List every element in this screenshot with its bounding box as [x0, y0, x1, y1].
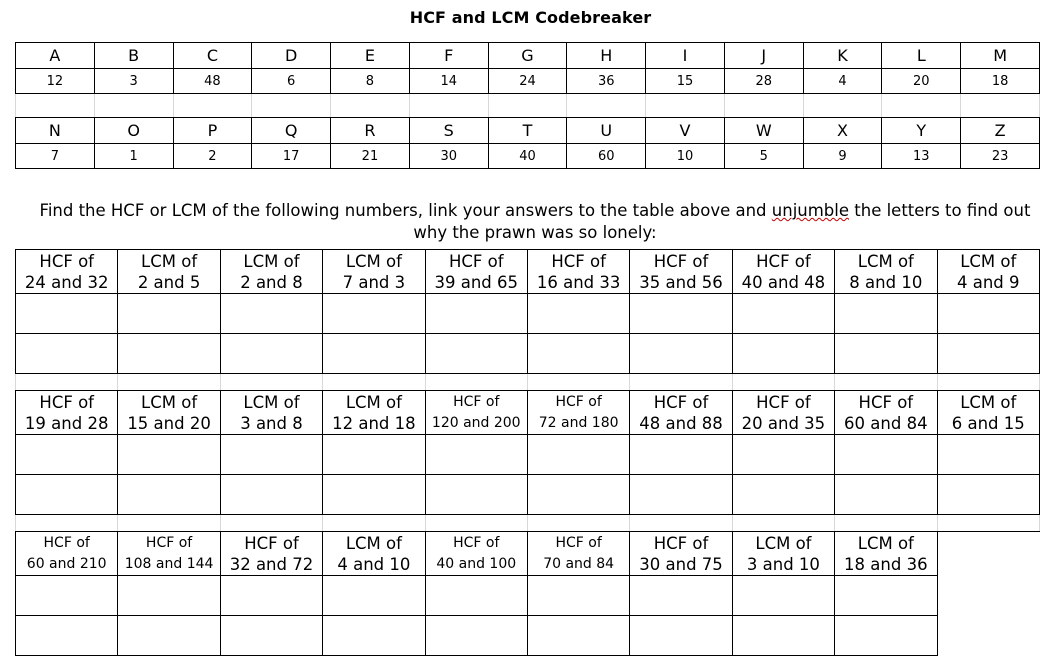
- answer-row: [16, 294, 1040, 334]
- key-value: 60: [567, 144, 646, 169]
- question-cell: HCF of 40 and 48: [732, 250, 834, 294]
- letter-cell[interactable]: [220, 334, 322, 374]
- key-letter: E: [331, 43, 410, 69]
- question-cell: HCF of 32 and 72: [220, 532, 322, 576]
- letter-cell[interactable]: [835, 616, 937, 656]
- key-letter: Z: [961, 118, 1040, 144]
- letter-row: [16, 616, 1040, 656]
- answer-cell[interactable]: [732, 576, 834, 616]
- key-value: 18: [961, 69, 1040, 94]
- page-title: HCF and LCM Codebreaker: [409, 8, 652, 27]
- question-cell: HCF of 35 and 56: [630, 250, 732, 294]
- key-letter: I: [646, 43, 725, 69]
- key-value: 12: [16, 69, 95, 94]
- question-cell: LCM of 3 and 8: [220, 391, 322, 435]
- question-cell: HCF of 19 and 28: [16, 391, 118, 435]
- key-value: 5: [724, 144, 803, 169]
- key-value: 13: [882, 144, 961, 169]
- key-value: 36: [567, 69, 646, 94]
- key-value: 24: [488, 69, 567, 94]
- letter-cell[interactable]: [425, 475, 527, 515]
- instructions-question: why the prawn was so lonely:: [413, 223, 657, 242]
- question-cell: HCF of 120 and 200: [425, 391, 527, 435]
- question-cell: LCM of 15 and 20: [118, 391, 220, 435]
- spacer-row: [16, 374, 1040, 391]
- answer-cell[interactable]: [425, 435, 527, 475]
- key-value: 6: [252, 69, 331, 94]
- question-cell: HCF of 20 and 35: [732, 391, 834, 435]
- question-cell: LCM of 18 and 36: [835, 532, 937, 576]
- answer-cell[interactable]: [630, 576, 732, 616]
- letter-cell[interactable]: [527, 616, 629, 656]
- key-letters-row: [16, 118, 1040, 144]
- letter-cell[interactable]: [630, 616, 732, 656]
- key-value: 40: [488, 144, 567, 169]
- key-letter: F: [409, 43, 488, 69]
- letter-cell[interactable]: [323, 616, 425, 656]
- key-letter: U: [567, 118, 646, 144]
- key-letter: G: [488, 43, 567, 69]
- key-value: 48: [173, 69, 252, 94]
- key-letter: S: [409, 118, 488, 144]
- question-cell: LCM of 8 and 10: [835, 250, 937, 294]
- answer-cell[interactable]: [527, 576, 629, 616]
- question-cell: HCF of 60 and 84: [835, 391, 937, 435]
- answer-cell[interactable]: [732, 435, 834, 475]
- letter-cell[interactable]: [732, 475, 834, 515]
- answer-cell[interactable]: [630, 435, 732, 475]
- key-value: 28: [724, 69, 803, 94]
- question-row: [16, 391, 1040, 435]
- key-value: 10: [646, 144, 725, 169]
- answer-cell[interactable]: [323, 576, 425, 616]
- question-cell: LCM of 2 and 8: [220, 250, 322, 294]
- key-letter: M: [961, 43, 1040, 69]
- key-value: 20: [882, 69, 961, 94]
- question-cell: LCM of 4 and 10: [323, 532, 425, 576]
- answer-cell[interactable]: [220, 576, 322, 616]
- answer-cell[interactable]: [118, 294, 220, 334]
- letter-cell[interactable]: [118, 334, 220, 374]
- letter-cell[interactable]: [425, 334, 527, 374]
- key-spacer-row: [16, 94, 1040, 118]
- letter-cell[interactable]: [835, 334, 937, 374]
- answer-cell[interactable]: [425, 294, 527, 334]
- letter-cell[interactable]: [630, 475, 732, 515]
- answer-cell[interactable]: [323, 294, 425, 334]
- question-cell: LCM of 7 and 3: [323, 250, 425, 294]
- question-cell: HCF of 40 and 100: [425, 532, 527, 576]
- key-letter: W: [724, 118, 803, 144]
- letter-cell[interactable]: [220, 475, 322, 515]
- key-letter: K: [803, 43, 882, 69]
- answer-row: [16, 435, 1040, 475]
- answer-row: [16, 576, 1040, 616]
- answer-cell[interactable]: [527, 294, 629, 334]
- letter-cell[interactable]: [220, 616, 322, 656]
- answer-cell[interactable]: [16, 294, 118, 334]
- answer-cell[interactable]: [835, 576, 937, 616]
- key-value: 8: [331, 69, 410, 94]
- letter-cell[interactable]: [323, 475, 425, 515]
- key-value: 15: [646, 69, 725, 94]
- key-letter: T: [488, 118, 567, 144]
- key-letter: X: [803, 118, 882, 144]
- question-cell: HCF of 48 and 88: [630, 391, 732, 435]
- answer-cell[interactable]: [732, 294, 834, 334]
- key-values-row: [16, 144, 1040, 169]
- answer-cell[interactable]: [220, 294, 322, 334]
- key-letter: B: [94, 43, 173, 69]
- letter-row: [16, 334, 1040, 374]
- letter-cell[interactable]: [323, 334, 425, 374]
- key-letter: J: [724, 43, 803, 69]
- instructions-text: the letters to find out: [849, 201, 1031, 220]
- instructions: [20, 200, 1050, 244]
- key-letter: L: [882, 43, 961, 69]
- question-row: [16, 532, 1040, 576]
- key-value: 7: [16, 144, 95, 169]
- misspelled-word[interactable]: unjumble: [771, 201, 850, 220]
- question-cell: LCM of 3 and 10: [732, 532, 834, 576]
- question-cell: HCF of 72 and 180: [527, 391, 629, 435]
- key-value: 1: [94, 144, 173, 169]
- key-letter: Y: [882, 118, 961, 144]
- key-letter: N: [16, 118, 95, 144]
- instructions-text: Find the HCF or LCM of the following numbers, link your answers to the table above and: [39, 201, 772, 220]
- key-letters-row: [16, 43, 1040, 69]
- letter-cell[interactable]: [118, 475, 220, 515]
- key-letter: P: [173, 118, 252, 144]
- question-cell: HCF of 24 and 32: [16, 250, 118, 294]
- key-value: 23: [961, 144, 1040, 169]
- letter-cell[interactable]: [630, 334, 732, 374]
- question-cell: HCF of 16 and 33: [527, 250, 629, 294]
- letter-cell[interactable]: [835, 475, 937, 515]
- letter-cell[interactable]: [732, 616, 834, 656]
- letter-key-table-1: [15, 42, 1040, 169]
- letter-cell[interactable]: [937, 475, 1039, 515]
- key-letter: V: [646, 118, 725, 144]
- answer-cell[interactable]: [835, 435, 937, 475]
- letter-cell[interactable]: [16, 334, 118, 374]
- answer-cell[interactable]: [16, 435, 118, 475]
- letter-row: [16, 475, 1040, 515]
- empty-cell: [937, 576, 1039, 616]
- answer-cell[interactable]: [118, 435, 220, 475]
- key-letter: C: [173, 43, 252, 69]
- key-letter: R: [331, 118, 410, 144]
- spacer-row: [16, 515, 1040, 532]
- question-cell: HCF of 30 and 75: [630, 532, 732, 576]
- key-value: 4: [803, 69, 882, 94]
- key-letter: O: [94, 118, 173, 144]
- questions-table: [15, 249, 1040, 656]
- answer-cell[interactable]: [937, 435, 1039, 475]
- question-row: [16, 250, 1040, 294]
- key-letter: Q: [252, 118, 331, 144]
- answer-cell[interactable]: [630, 294, 732, 334]
- answer-cell[interactable]: [835, 294, 937, 334]
- key-value: 30: [409, 144, 488, 169]
- letter-cell[interactable]: [527, 334, 629, 374]
- key-value: 2: [173, 144, 252, 169]
- question-cell: HCF of 70 and 84: [527, 532, 629, 576]
- key-value: 3: [94, 69, 173, 94]
- question-cell: LCM of 12 and 18: [323, 391, 425, 435]
- key-letter: D: [252, 43, 331, 69]
- key-value: 21: [331, 144, 410, 169]
- key-value: 9: [803, 144, 882, 169]
- question-cell: HCF of 60 and 210: [16, 532, 118, 576]
- letter-cell[interactable]: [425, 616, 527, 656]
- letter-cell[interactable]: [527, 475, 629, 515]
- answer-cell[interactable]: [118, 576, 220, 616]
- question-cell: LCM of 2 and 5: [118, 250, 220, 294]
- answer-cell[interactable]: [220, 435, 322, 475]
- key-letter: H: [567, 43, 646, 69]
- letter-cell[interactable]: [16, 616, 118, 656]
- question-cell: LCM of 6 and 15: [937, 391, 1039, 435]
- letter-cell[interactable]: [16, 475, 118, 515]
- answer-cell[interactable]: [425, 576, 527, 616]
- answer-cell[interactable]: [937, 294, 1039, 334]
- key-values-row: [16, 69, 1040, 94]
- answer-cell[interactable]: [527, 435, 629, 475]
- key-value: 14: [409, 69, 488, 94]
- key-letter: A: [16, 43, 95, 69]
- empty-cell: [937, 532, 1039, 576]
- letter-cell[interactable]: [118, 616, 220, 656]
- question-cell: HCF of 108 and 144: [118, 532, 220, 576]
- answer-cell[interactable]: [16, 576, 118, 616]
- question-cell: LCM of 4 and 9: [937, 250, 1039, 294]
- letter-cell[interactable]: [937, 334, 1039, 374]
- empty-cell: [937, 616, 1039, 656]
- letter-cell[interactable]: [732, 334, 834, 374]
- question-cell: HCF of 39 and 65: [425, 250, 527, 294]
- answer-cell[interactable]: [323, 435, 425, 475]
- key-value: 17: [252, 144, 331, 169]
